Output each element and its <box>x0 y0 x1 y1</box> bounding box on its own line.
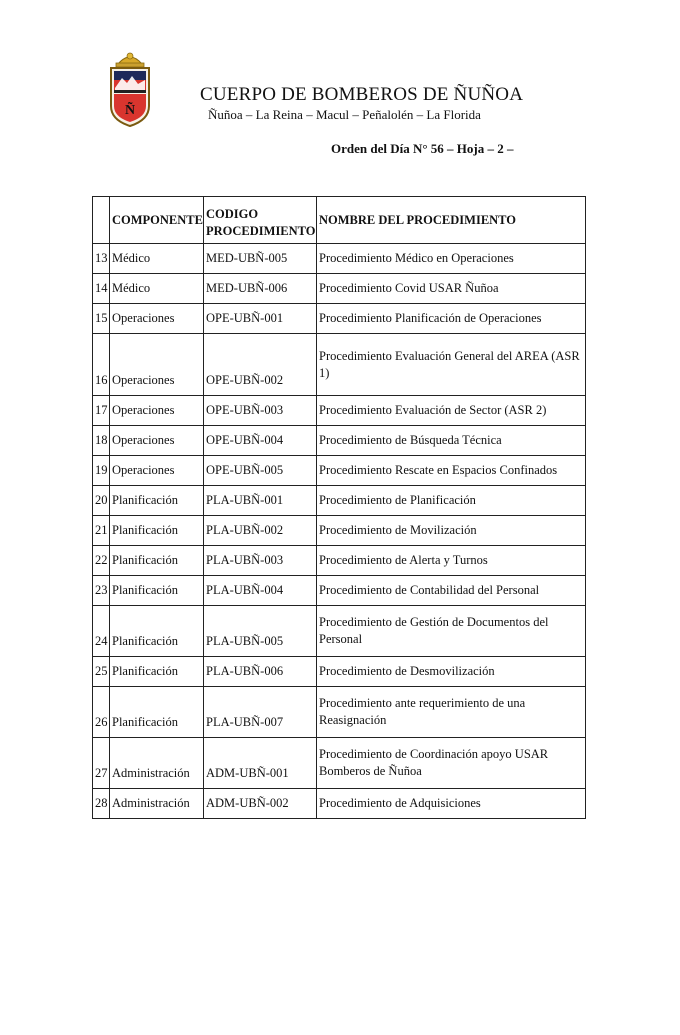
row-component: Operaciones <box>110 396 204 426</box>
row-procedure-name: Procedimiento Rescate en Espacios Confinados <box>317 456 586 486</box>
row-number: 20 <box>93 486 110 516</box>
table-header-row <box>93 197 586 244</box>
table-row <box>93 606 586 657</box>
table-row <box>93 516 586 546</box>
row-number: 22 <box>93 546 110 576</box>
row-component: Planificación <box>110 486 204 516</box>
row-number: 17 <box>93 396 110 426</box>
row-code: OPE-UBÑ-004 <box>204 426 317 456</box>
table-row <box>93 486 586 516</box>
row-procedure-name: Procedimiento Evaluación de Sector (ASR 2) <box>317 396 586 426</box>
row-number: 18 <box>93 426 110 456</box>
row-code: ADM-UBÑ-002 <box>204 789 317 819</box>
row-component: Operaciones <box>110 334 204 396</box>
row-component: Planificación <box>110 546 204 576</box>
row-component: Administración <box>110 738 204 789</box>
header-number <box>93 197 110 244</box>
row-procedure-name: Procedimiento Planificación de Operaciones <box>317 304 586 334</box>
row-component: Planificación <box>110 606 204 657</box>
row-component: Operaciones <box>110 304 204 334</box>
row-procedure-name: Procedimiento Evaluación General del AREA (ASR 1) <box>317 334 586 396</box>
svg-text:Ñ: Ñ <box>124 103 136 118</box>
row-procedure-name: Procedimiento de Gestión de Documentos del Personal <box>317 606 586 657</box>
row-number: 25 <box>93 657 110 687</box>
row-number: 26 <box>93 687 110 738</box>
row-number: 19 <box>93 456 110 486</box>
row-procedure-name: Procedimiento de Desmovilización <box>317 657 586 687</box>
order-of-the-day-line: Orden del Día N° 56 – Hoja – 2 – <box>331 141 514 156</box>
row-procedure-name: Procedimiento Covid USAR Ñuñoa <box>317 274 586 304</box>
table-row <box>93 687 586 738</box>
row-code: PLA-UBÑ-003 <box>204 546 317 576</box>
table-row <box>93 738 586 789</box>
row-code: ADM-UBÑ-001 <box>204 738 317 789</box>
header-procedure-name: NOMBRE DEL PROCEDIMIENTO <box>317 197 586 244</box>
table-row <box>93 274 586 304</box>
table-row <box>93 456 586 486</box>
row-code: PLA-UBÑ-001 <box>204 486 317 516</box>
row-code: OPE-UBÑ-003 <box>204 396 317 426</box>
table-row <box>93 789 586 819</box>
row-number: 13 <box>93 244 110 274</box>
row-code: PLA-UBÑ-006 <box>204 657 317 687</box>
row-component: Operaciones <box>110 456 204 486</box>
table-row <box>93 657 586 687</box>
row-procedure-name: Procedimiento de Búsqueda Técnica <box>317 426 586 456</box>
row-number: 14 <box>93 274 110 304</box>
row-number: 15 <box>93 304 110 334</box>
row-code: PLA-UBÑ-002 <box>204 516 317 546</box>
table-row <box>93 334 586 396</box>
row-procedure-name: Procedimiento ante requerimiento de una Reasignación <box>317 687 586 738</box>
row-component: Médico <box>110 244 204 274</box>
row-code: PLA-UBÑ-005 <box>204 606 317 657</box>
row-code: MED-UBÑ-005 <box>204 244 317 274</box>
header-component: COMPONENTE <box>110 197 204 244</box>
row-component: Administración <box>110 789 204 819</box>
row-component: Planificación <box>110 687 204 738</box>
row-procedure-name: Procedimiento de Planificación <box>317 486 586 516</box>
row-code: PLA-UBÑ-004 <box>204 576 317 606</box>
row-number: 16 <box>93 334 110 396</box>
row-procedure-name: Procedimiento de Alerta y Turnos <box>317 546 586 576</box>
organization-communes: Ñuñoa – La Reina – Macul – Peñalolén – La Florida <box>208 107 481 122</box>
row-component: Planificación <box>110 576 204 606</box>
row-code: OPE-UBÑ-001 <box>204 304 317 334</box>
row-number: 24 <box>93 606 110 657</box>
table-row <box>93 546 586 576</box>
table-row <box>93 576 586 606</box>
row-number: 21 <box>93 516 110 546</box>
row-procedure-name: Procedimiento de Movilización <box>317 516 586 546</box>
row-procedure-name: Procedimiento de Coordinación apoyo USAR Bomberos de Ñuñoa <box>317 738 586 789</box>
row-procedure-name: Procedimiento Médico en Operaciones <box>317 244 586 274</box>
row-component: Médico <box>110 274 204 304</box>
procedures-table <box>92 196 586 819</box>
row-code: OPE-UBÑ-005 <box>204 456 317 486</box>
row-component: Planificación <box>110 657 204 687</box>
row-number: 23 <box>93 576 110 606</box>
table-row <box>93 244 586 274</box>
header-code-line1: CODIGO <box>206 207 259 221</box>
row-code: OPE-UBÑ-002 <box>204 334 317 396</box>
fire-brigade-crest-icon <box>106 50 154 128</box>
row-code: PLA-UBÑ-007 <box>204 687 317 738</box>
row-number: 27 <box>93 738 110 789</box>
table-row <box>93 304 586 334</box>
row-code: MED-UBÑ-006 <box>204 274 317 304</box>
row-procedure-name: Procedimiento de Contabilidad del Personal <box>317 576 586 606</box>
row-number: 28 <box>93 789 110 819</box>
header-code <box>204 197 317 244</box>
row-component: Planificación <box>110 516 204 546</box>
row-component: Operaciones <box>110 426 204 456</box>
header-code-line2: PROCEDIMIENTO <box>206 224 316 238</box>
table-row <box>93 426 586 456</box>
table-row <box>93 396 586 426</box>
organization-title: CUERPO DE BOMBEROS DE ÑUÑOA <box>200 84 524 105</box>
row-procedure-name: Procedimiento de Adquisiciones <box>317 789 586 819</box>
